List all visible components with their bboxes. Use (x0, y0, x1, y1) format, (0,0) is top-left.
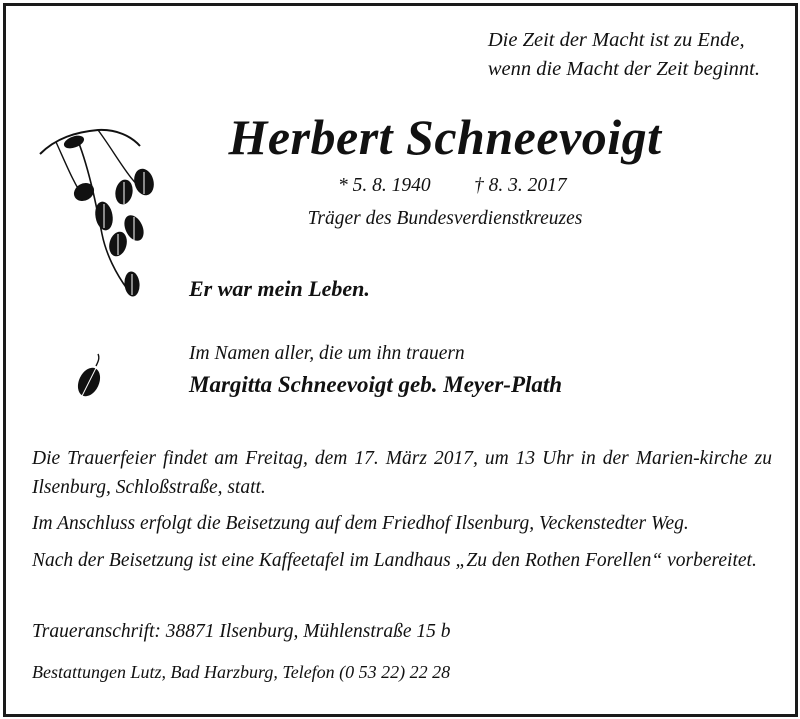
deceased-name: Herbert Schneevoigt (228, 109, 662, 165)
mourning-address: Traueranschrift: 38871 Ilsenburg, Mühlenstraße 15 b (32, 621, 451, 642)
funeral-info: Die Trauerfeier findet am Freitag, dem 17. März 2017, um 13 Uhr in der Marien-kirche zu Ilsenburg, Schloßstraße, statt. (32, 448, 772, 498)
coffee-info: Nach der Beisetzung ist eine Kaffeetafel im Landhaus „Zu den Rothen Forellen“ vorbereitet. (32, 550, 757, 571)
undertaker-info: Bestattungen Lutz, Bad Harzburg, Telefon (0 53 22) 22 28 (32, 662, 451, 682)
death-date: † 8. 3. 2017 (474, 175, 567, 196)
falling-leaf-icon (72, 352, 106, 402)
birth-date: * 5. 8. 1940 (338, 175, 431, 196)
mourners-intro: Im Namen aller, die um ihn trauern (189, 343, 465, 364)
motto-line-2: wenn die Macht der Zeit beginnt. (487, 58, 760, 80)
honor-line: Träger des Bundesverdienstkreuzes (307, 208, 583, 229)
motto-line-1: Die Zeit der Macht ist zu Ende, (487, 29, 745, 51)
mourner-name: Margitta Schneevoigt geb. Meyer-Plath (189, 372, 563, 397)
tribute-line: Er war mein Leben. (189, 276, 370, 301)
burial-info: Im Anschluss erfolgt die Beisetzung auf dem Friedhof Ilsenburg, Veckenstedter Weg. (32, 513, 689, 534)
motto (488, 26, 760, 84)
